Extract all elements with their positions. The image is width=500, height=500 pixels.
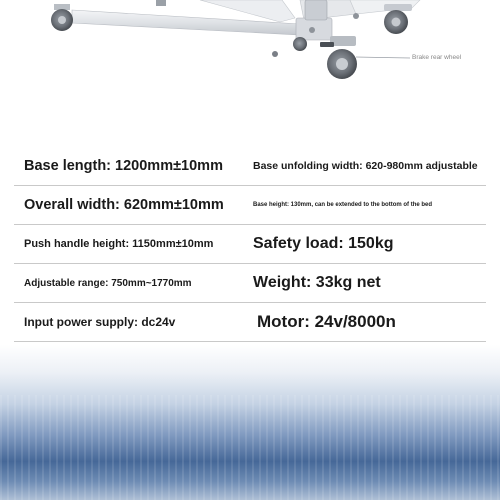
spec-row bbox=[14, 147, 486, 186]
lift-base-illustration bbox=[0, 0, 500, 95]
decorative-streaks bbox=[0, 395, 500, 500]
specifications-table bbox=[14, 147, 486, 342]
spec-base-length: Base length: 1200mm±10mm bbox=[24, 158, 223, 174]
spec-base-unfolding-width: Base unfolding width: 620-980mm adjustable bbox=[253, 160, 478, 172]
spec-weight: Weight: 33kg net bbox=[253, 274, 381, 291]
spec-row bbox=[14, 303, 486, 342]
spec-overall-width: Overall width: 620mm±10mm bbox=[24, 197, 224, 213]
spec-motor: Motor: 24v/8000n bbox=[257, 312, 396, 331]
spec-row bbox=[14, 186, 486, 225]
spec-row bbox=[14, 264, 486, 303]
brake-wheel-caption: Brake rear wheel bbox=[412, 54, 462, 61]
spec-base-height: Base height: 130mm, can be extended to the bottom of the bed bbox=[253, 202, 433, 208]
spec-row bbox=[14, 225, 486, 264]
spec-push-handle-height: Push handle height: 1150mm±10mm bbox=[24, 238, 214, 250]
spec-safety-load: Safety load: 150kg bbox=[253, 235, 394, 252]
spec-input-power-supply: Input power supply: dc24v bbox=[24, 315, 176, 329]
product-photo bbox=[0, 0, 500, 95]
spec-adjustable-range: Adjustable range: 750mm~1770mm bbox=[24, 277, 192, 289]
